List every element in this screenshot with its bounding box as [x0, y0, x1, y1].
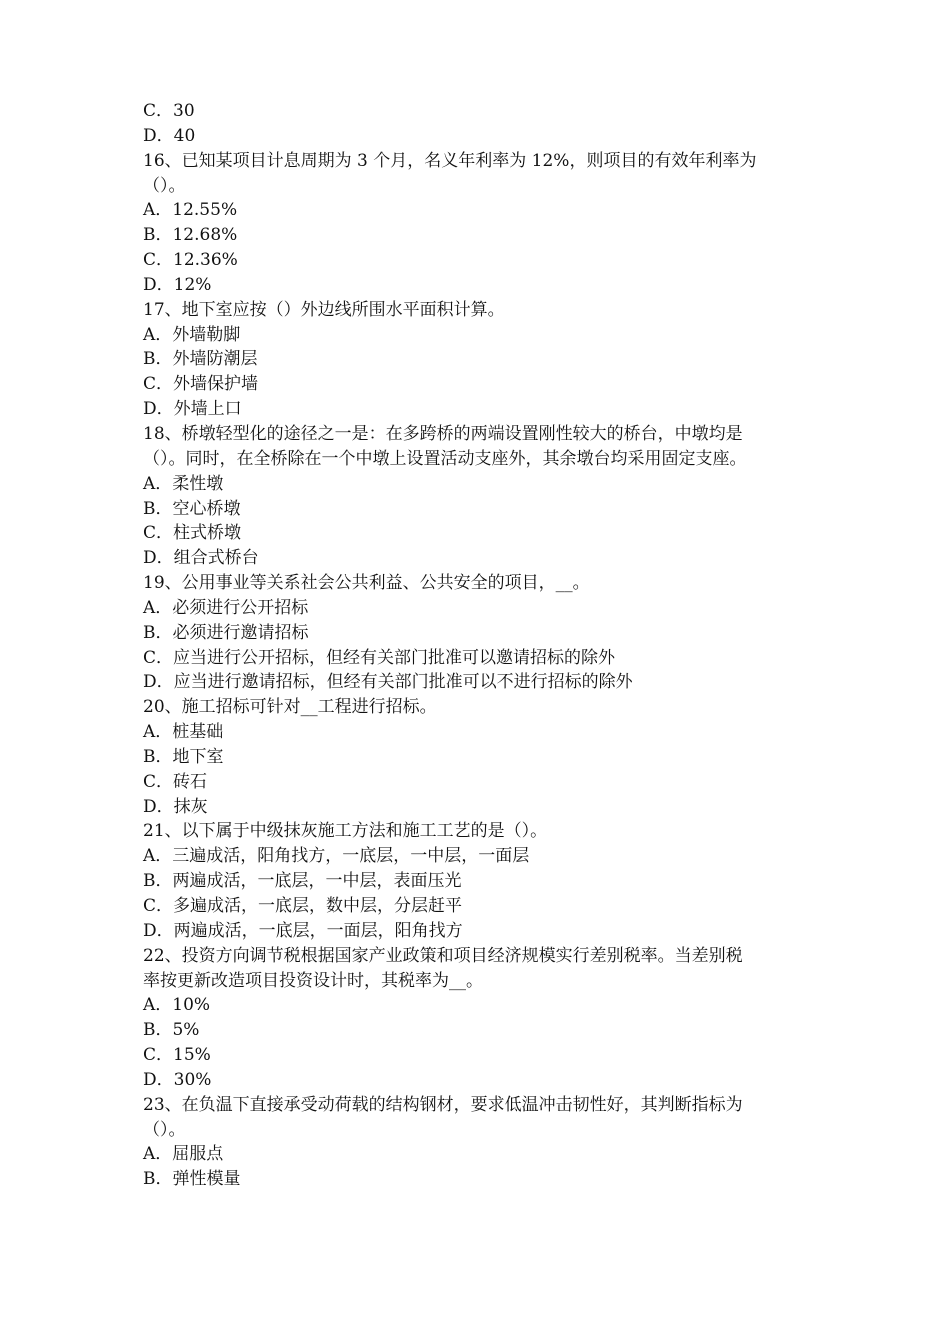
- question-stem-line: 21、以下属于中级抹灰施工方法和施工工艺的是（）。: [143, 821, 548, 842]
- answer-option: C．外墙保护墙: [143, 374, 259, 395]
- answer-option: D．两遍成活，一底层，一面层，阳角找方: [143, 920, 463, 941]
- answer-option: C．砖石: [143, 771, 208, 792]
- answer-option: D．应当进行邀请招标，但经有关部门批准可以不进行招标的除外: [143, 672, 633, 693]
- answer-option: C．30: [143, 101, 195, 121]
- question-stem-line: 23、在负温下直接承受动荷载的结构钢材，要求低温冲击韧性好，其判断指标为: [143, 1094, 743, 1115]
- answer-option: B．弹性模量: [143, 1169, 241, 1190]
- question-stem-line: （）。: [143, 1119, 186, 1140]
- answer-option: A．三遍成活，阳角找方，一底层，一中层，一面层: [143, 846, 530, 867]
- question-stem: [143, 695, 811, 720]
- answer-option: A．桩基础: [143, 722, 224, 743]
- answer-option: C．柱式桥墩: [143, 523, 242, 544]
- question-stem-line: 19、公用事业等关系社会公共利益、公共安全的项目，__。: [143, 573, 590, 594]
- question-stem-line: （）。同时，在全桥除在一个中墩上设置活动支座外，其余墩台均采用固定支座。: [143, 448, 747, 469]
- question-stem-line: 17、地下室应按（）外边线所围水平面积计算。: [143, 299, 505, 320]
- answer-option: D．外墙上口: [143, 399, 242, 420]
- question-stem-line: 率按更新改造项目投资设计时，其税率为__。: [143, 970, 483, 991]
- answer-option: A．必须进行公开招标: [143, 597, 309, 618]
- answer-option: D．12%: [143, 274, 212, 295]
- answer-option: D．组合式桥台: [143, 548, 259, 569]
- question-stem: [143, 571, 811, 596]
- answer-option: B．两遍成活，一底层，一中层，表面压光: [143, 871, 462, 892]
- answer-option: B．5%: [143, 1020, 200, 1041]
- answer-option: A．柔性墩: [143, 473, 224, 494]
- answer-option: A．12.55%: [143, 200, 238, 221]
- answer-option: B．空心桥墩: [143, 498, 241, 519]
- question-stem: [143, 819, 811, 844]
- question-stem: [143, 298, 811, 323]
- answer-option: A．屈服点: [143, 1144, 224, 1165]
- answer-option: B．外墙防潮层: [143, 349, 258, 370]
- question-stem: [143, 944, 811, 994]
- answer-option: D．抹灰: [143, 796, 208, 817]
- answer-option: B．12.68%: [143, 225, 238, 246]
- answer-option: A．10%: [143, 995, 211, 1016]
- answer-option: C．15%: [143, 1045, 211, 1066]
- question-stem: [143, 422, 811, 472]
- question-stem-line: 18、桥墩轻型化的途径之一是：在多跨桥的两端设置刚性较大的桥台，中墩均是: [143, 423, 743, 444]
- answer-option: C．多遍成活，一底层，数中层，分层赶平: [143, 896, 463, 916]
- question-stem: [143, 149, 811, 199]
- answer-option: A．外墙勒脚: [143, 324, 241, 345]
- question-stem: [143, 1093, 811, 1143]
- answer-option: C．12.36%: [143, 250, 238, 271]
- question-stem-line: 22、投资方向调节税根据国家产业政策和项目经济规模实行差别税率。当差别税: [143, 945, 743, 966]
- answer-option: D．40: [143, 125, 196, 146]
- question-stem-line: （）。: [143, 175, 186, 196]
- answer-option: B．必须进行邀请招标: [143, 622, 309, 643]
- document-body: [143, 99, 811, 1192]
- question-stem-line: 16、已知某项目计息周期为 3 个月，名义年利率为 12%，则项目的有效年利率为: [143, 150, 757, 171]
- answer-option: B．地下室: [143, 746, 224, 767]
- answer-option: C．应当进行公开招标，但经有关部门批准可以邀请招标的除外: [143, 647, 616, 668]
- answer-option: D．30%: [143, 1069, 212, 1090]
- question-stem-line: 20、施工招标可针对__工程进行招标。: [143, 697, 437, 718]
